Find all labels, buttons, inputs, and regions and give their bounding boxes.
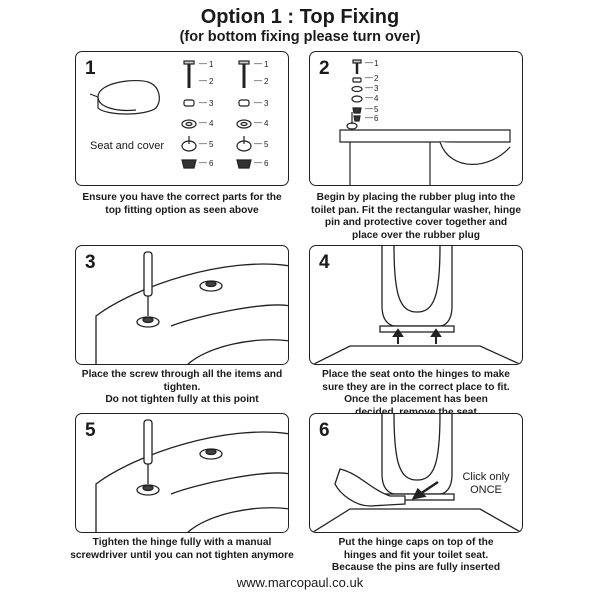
svg-text:—: — bbox=[365, 73, 373, 82]
svg-text:3: 3 bbox=[374, 84, 379, 93]
step-4-caption: Place the seat onto the hinges to make sure they are in the correct place to fit. Once the placement has been bbox=[322, 369, 510, 406]
svg-text:—: — bbox=[254, 76, 262, 85]
seat-and-cover-label: Seat and cover bbox=[90, 140, 164, 152]
svg-text:—: — bbox=[199, 59, 207, 68]
step-number: 2 bbox=[319, 58, 330, 79]
part-label: 6 bbox=[209, 159, 214, 168]
toilet-pan-illustration bbox=[310, 52, 523, 186]
part-label: 4 bbox=[264, 119, 269, 128]
click-only-once-label: Click only ONCE bbox=[462, 471, 510, 496]
step-5-caption: Tighten the hinge fully with a manual screwdriver until you can not tighten anymore bbox=[70, 537, 294, 561]
svg-text:—: — bbox=[365, 93, 373, 102]
toilet-pan bbox=[340, 112, 510, 186]
seat-placement-illustration bbox=[310, 246, 523, 365]
step-number: 1 bbox=[85, 58, 96, 79]
svg-text:2: 2 bbox=[374, 74, 379, 83]
part-label: 6 bbox=[264, 159, 269, 168]
svg-text:—: — bbox=[199, 98, 207, 107]
step-3-caption: Place the screw through all the items and tighten. Do not tighten fully at this point bbox=[81, 369, 283, 406]
part-label: 2 bbox=[209, 77, 214, 86]
part-label: 4 bbox=[209, 119, 214, 128]
svg-text:4: 4 bbox=[374, 94, 379, 103]
svg-text:—: — bbox=[254, 158, 262, 167]
svg-text:—: — bbox=[254, 118, 262, 127]
part-label: 5 bbox=[264, 140, 269, 149]
step-1-caption: Ensure you have the correct parts for the top fitting option as seen above bbox=[82, 192, 282, 216]
svg-text:—: — bbox=[254, 98, 262, 107]
page-subtitle: (for bottom fixing please turn over) bbox=[179, 29, 421, 45]
step-3-panel bbox=[75, 245, 289, 365]
svg-text:—: — bbox=[254, 139, 262, 148]
svg-text:—: — bbox=[199, 76, 207, 85]
step-number: 6 bbox=[319, 420, 330, 441]
step-6-panel bbox=[309, 413, 523, 533]
parts-column-b bbox=[237, 61, 251, 168]
step-6-caption: Put the hinge caps on top of the hinges and fit your toilet seat. Because the pins are fully inserted bbox=[331, 537, 501, 574]
svg-text:—: — bbox=[199, 139, 207, 148]
svg-text:—: — bbox=[199, 118, 207, 127]
seat-and-parts-illustration bbox=[76, 52, 289, 186]
part-label: 3 bbox=[209, 99, 214, 108]
svg-text:—: — bbox=[199, 158, 207, 167]
svg-text:6: 6 bbox=[374, 114, 379, 123]
screw-tightening-illustration bbox=[76, 246, 289, 365]
part-label: 2 bbox=[264, 77, 269, 86]
step-number: 4 bbox=[319, 252, 330, 273]
website-url: www.marcopaul.co.uk bbox=[236, 575, 364, 590]
svg-text:—: — bbox=[365, 104, 373, 113]
page-title: Option 1 : Top Fixing bbox=[200, 6, 400, 28]
seat-illustration bbox=[90, 81, 159, 114]
svg-text:5: 5 bbox=[374, 105, 379, 114]
step-5-panel bbox=[75, 413, 289, 533]
part-label: 1 bbox=[264, 60, 269, 69]
part-label: 1 bbox=[209, 60, 214, 69]
svg-text:—: — bbox=[365, 113, 373, 122]
step-4-panel bbox=[309, 245, 523, 365]
part-label: 5 bbox=[209, 140, 214, 149]
svg-text:—: — bbox=[254, 59, 262, 68]
step-2-caption: Begin by placing the rubber plug into the toilet pan. Fit the rectangular washer, hinge pin and protective cover together and place over the rubber plug bbox=[310, 192, 521, 241]
step-number: 3 bbox=[85, 252, 96, 273]
hinge-tightening-illustration bbox=[76, 414, 289, 533]
step-1-panel bbox=[75, 51, 289, 186]
parts-column-a bbox=[182, 61, 196, 168]
svg-text:1: 1 bbox=[374, 59, 379, 68]
svg-text:—: — bbox=[365, 58, 373, 67]
svg-text:—: — bbox=[365, 83, 373, 92]
part-label: 3 bbox=[264, 99, 269, 108]
step-number: 5 bbox=[85, 420, 96, 441]
step-2-panel bbox=[309, 51, 523, 186]
